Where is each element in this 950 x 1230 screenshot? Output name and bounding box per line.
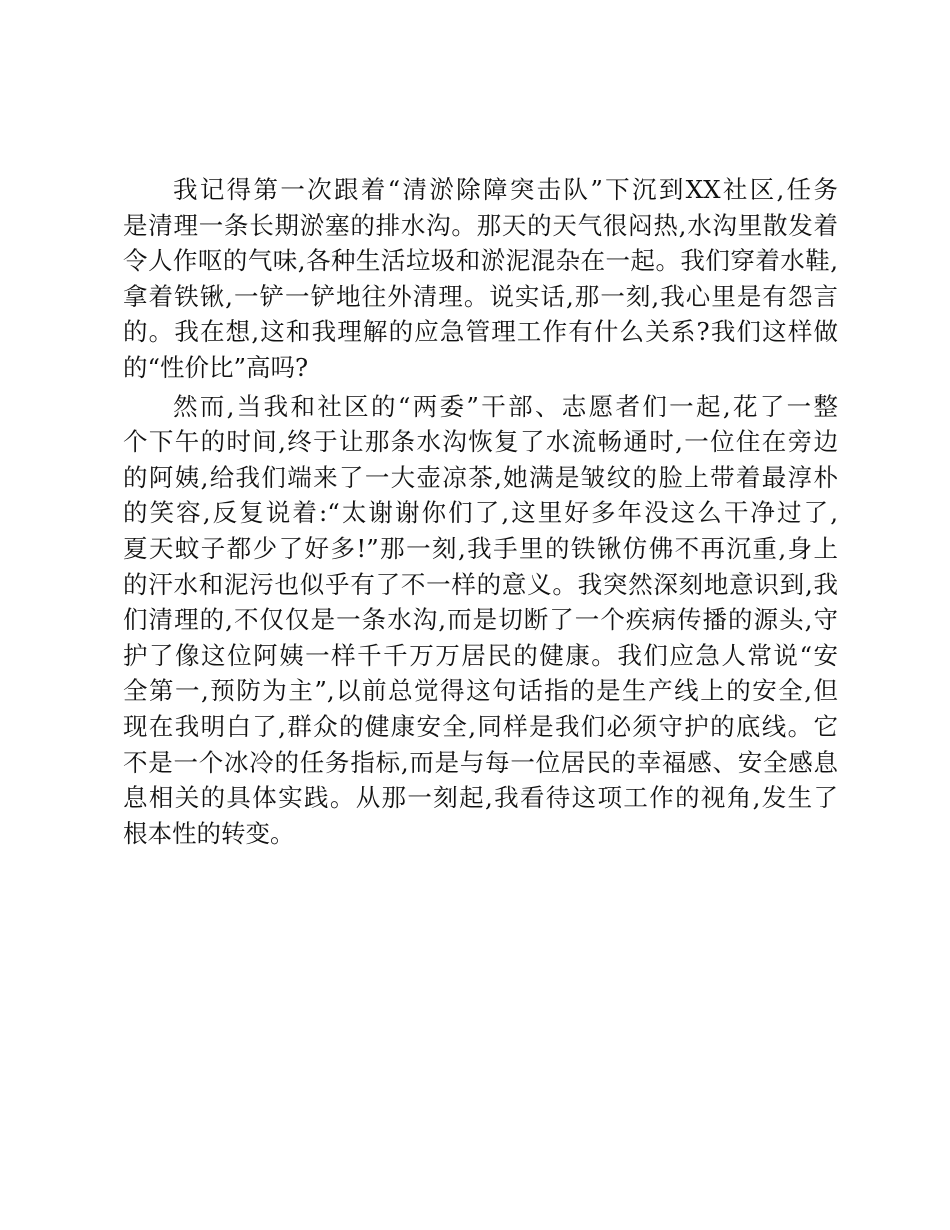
paragraph-2 — [123, 389, 838, 852]
text-line: 令人作呕的气味,各种生活垃圾和淤泥混杂在一起。我们穿着水鞋, — [123, 246, 838, 276]
text-line: 不是一个冰冷的任务指标,而是与每一位居民的幸福感、安全感息 — [123, 747, 838, 777]
text-line: 全第一,预防为主”,以前总觉得这句话指的是生产线上的安全,但 — [123, 676, 838, 706]
text-line: 然而,当我和社区的“两委”干部、志愿者们一起,花了一整 — [173, 391, 838, 421]
text-line: 是清理一条长期淤塞的排水沟。那天的天气很闷热,水沟里散发着 — [123, 210, 838, 240]
text-line: 拿着铁锹,一铲一铲地往外清理。说实话,那一刻,我心里是有怨言 — [123, 281, 838, 311]
text-line: 个下午的时间,终于让那条水沟恢复了水流畅通时,一位住在旁边 — [123, 427, 838, 457]
body-text — [123, 172, 838, 851]
text-line: 的“性价比”高吗? — [123, 352, 309, 382]
text-line: 的笑容,反复说着:“太谢谢你们了,这里好多年没这么干净过了, — [123, 498, 838, 528]
text-line: 现在我明白了,群众的健康安全,同样是我们必须守护的底线。它 — [123, 711, 838, 741]
text-line: 夏天蚊子都少了好多!”那一刻,我手里的铁锹仿佛不再沉重,身上 — [123, 533, 838, 563]
paragraph-1 — [123, 172, 838, 386]
text-line: 们清理的,不仅仅是一条水沟,而是切断了一个疾病传播的源头,守 — [123, 605, 838, 635]
text-line: 的阿姨,给我们端来了一大壶凉茶,她满是皱纹的脸上带着最淳朴 — [123, 462, 838, 492]
text-line: 根本性的转变。 — [123, 818, 295, 848]
text-line: 息相关的具体实践。从那一刻起,我看待这项工作的视角,发生了 — [123, 783, 838, 813]
text-line: 的。我在想,这和我理解的应急管理工作有什么关系?我们这样做 — [123, 317, 838, 347]
text-line: 的汗水和泥污也似乎有了不一样的意义。我突然深刻地意识到,我 — [123, 569, 838, 599]
text-line: 我记得第一次跟着“清淤除障突击队”下沉到XX社区,任务 — [173, 175, 838, 204]
text-line: 护了像这位阿姨一样千千万万居民的健康。我们应急人常说“安 — [123, 640, 838, 670]
